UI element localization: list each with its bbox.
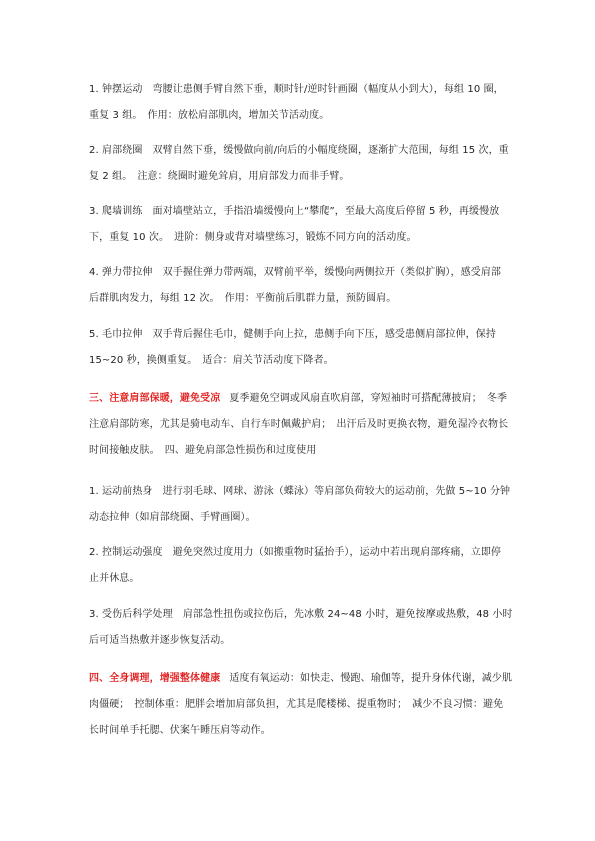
text-line <box>89 666 519 692</box>
exercise-towel-stretch <box>89 322 519 374</box>
tip-injury-handling <box>89 602 519 654</box>
text-line: 动态拉伸（如肩部绕圈、手臂画圈）。 <box>89 512 256 523</box>
text-line <box>89 386 519 412</box>
text-line: 3. 爬墙训练 面对墙壁站立，手指沿墙缓慢向上“攀爬”，至最大高度后停留 5 秒，再缓慢放 <box>89 206 500 217</box>
text-line: 后群肌肉发力，每组 12 次。 作用：平衡前后肌群力量，预防圆肩。 <box>89 293 397 304</box>
exercise-pendulum <box>89 77 519 129</box>
section-whole-body <box>89 666 519 744</box>
section-heading: 四、全身调理，增强整体健康 <box>89 673 221 684</box>
text-line: 5. 毛巾拉伸 双手背后握住毛巾，健侧手向上拉，患侧手向下压，感受患侧肩部拉伸，保持 <box>89 329 496 340</box>
text-line: 注意肩部防寒，尤其是骑电动车、自行车时佩戴护肩； 出汗后及时更换衣物，避免湿冷衣物长 <box>89 419 509 430</box>
text-line: 下，重复 10 次。 进阶：侧身或背对墙壁练习，锻炼不同方向的活动度。 <box>89 232 417 243</box>
section-heading: 三、注意肩部保暖，避免受凉 <box>89 393 221 404</box>
text-line: 时间接触皮肤。 四、避免肩部急性损伤和过度使用 <box>89 445 317 456</box>
text-line: 1. 运动前热身 进行羽毛球、网球、游泳（蝶泳）等肩部负荷较大的运动前，先做 5~10 分钟 <box>89 486 511 497</box>
text-run: 适度有氧运动：如快走、慢跑、瑜伽等，提升身体代谢，减少肌 <box>229 673 513 684</box>
text-line: 肉僵硬； 控制体重：肥胖会增加肩部负担，尤其是爬楼梯、提重物时； 减少不良习惯：避免 <box>89 699 504 710</box>
text-line: 15~20 秒，换侧重复。 适合：肩关节活动度下降者。 <box>89 355 334 366</box>
text-line: 复 2 组。 注意：绕圈时避免耸肩，用肩部发力而非手臂。 <box>89 171 350 182</box>
text-line: 4. 弹力带拉伸 双手握住弹力带两端，双臂前平举，缓慢向两侧拉开（类似扩胸），感受肩部 <box>89 267 502 278</box>
text-line: 3. 受伤后科学处理 肩部急性扭伤或拉伤后，先冰敷 24~48 小时，避免按摩或热敷，48 小时 <box>89 609 513 620</box>
text-run: 夏季避免空调或风扇直吹肩部，穿短袖时可搭配薄披肩； 冬季 <box>229 393 508 404</box>
exercise-shoulder-circles <box>89 138 519 190</box>
section-keep-warm <box>89 386 519 464</box>
exercise-resistance-band <box>89 260 519 312</box>
text-line: 长时间单手托腮、伏案午睡压肩等动作。 <box>89 725 271 736</box>
text-line: 2. 肩部绕圈 双臂自然下垂，缓慢做向前/向后的小幅度绕圈，逐渐扩大范围，每组 15 次，重 <box>89 145 509 156</box>
text-line: 止并休息。 <box>89 573 140 584</box>
tip-control-intensity <box>89 540 519 592</box>
text-line: 1. 钟摆运动 弯腰让患侧手臂自然下垂，顺时针/逆时针画圈（幅度从小到大），每组 10 圈， <box>89 84 504 95</box>
text-line: 重复 3 组。 作用：放松肩部肌肉，增加关节活动度。 <box>89 110 330 121</box>
text-line: 2. 控制运动强度 避免突然过度用力（如搬重物时猛抬手），运动中若出现肩部疼痛，立即停 <box>89 547 502 558</box>
tip-warm-up <box>89 479 519 531</box>
exercise-wall-climb <box>89 199 519 251</box>
text-line: 后可适当热敷并逐步恢复活动。 <box>89 635 231 646</box>
